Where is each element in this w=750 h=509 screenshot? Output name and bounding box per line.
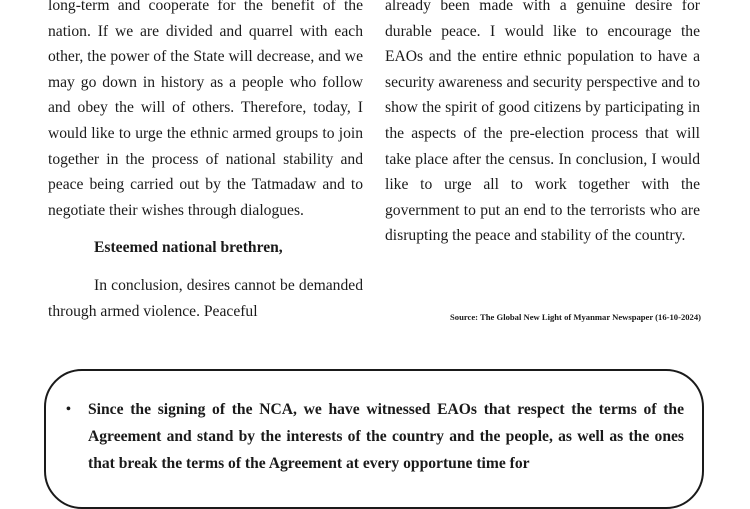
left-column bbox=[48, 0, 363, 324]
right-paragraph-1: already been made with a genuine desire for durable peace. I would like to encourage the EAOs and the entire ethnic population to have a security awareness and security perspective and to show the spirit of good citizens by participating in the aspects of the pre-election process that will take place after the census. In conclusion, I would like to urge all to work together with the government to put an end to the terrorists who are disrupting the peace and stability of the country. bbox=[385, 0, 700, 245]
source-citation: Source: The Global New Light of Myanmar Newspaper (16-10-2024) bbox=[450, 312, 701, 322]
right-column bbox=[385, 0, 700, 249]
list-item bbox=[66, 396, 684, 477]
left-paragraph-1: long-term and cooperate for the benefit of the nation. If we are divided and quarrel with each other, the power of the State will decrease, and we may go down in history as a people who follow and obey the will of others. Therefore, today, I would like to urge the ethnic armed groups to join together in the process of national stability and peace being carried out by the Tatmadaw and to negotiate their wishes through dialogues. bbox=[48, 0, 363, 219]
bullet-text: Since the signing of the NCA, we have witnessed EAOs that respect the terms of the Agreement and stand by the interests of the country and the people, as well as the ones that break the terms of the Agreement at every opportune time for bbox=[88, 401, 684, 472]
highlight-box bbox=[44, 369, 704, 509]
section-heading: Esteemed national brethren, bbox=[94, 239, 283, 257]
left-paragraph-2: In conclusion, desires cannot be demanded through armed violence. Peaceful bbox=[48, 276, 363, 320]
highlight-list bbox=[66, 396, 684, 477]
bullet-icon: • bbox=[66, 402, 71, 417]
